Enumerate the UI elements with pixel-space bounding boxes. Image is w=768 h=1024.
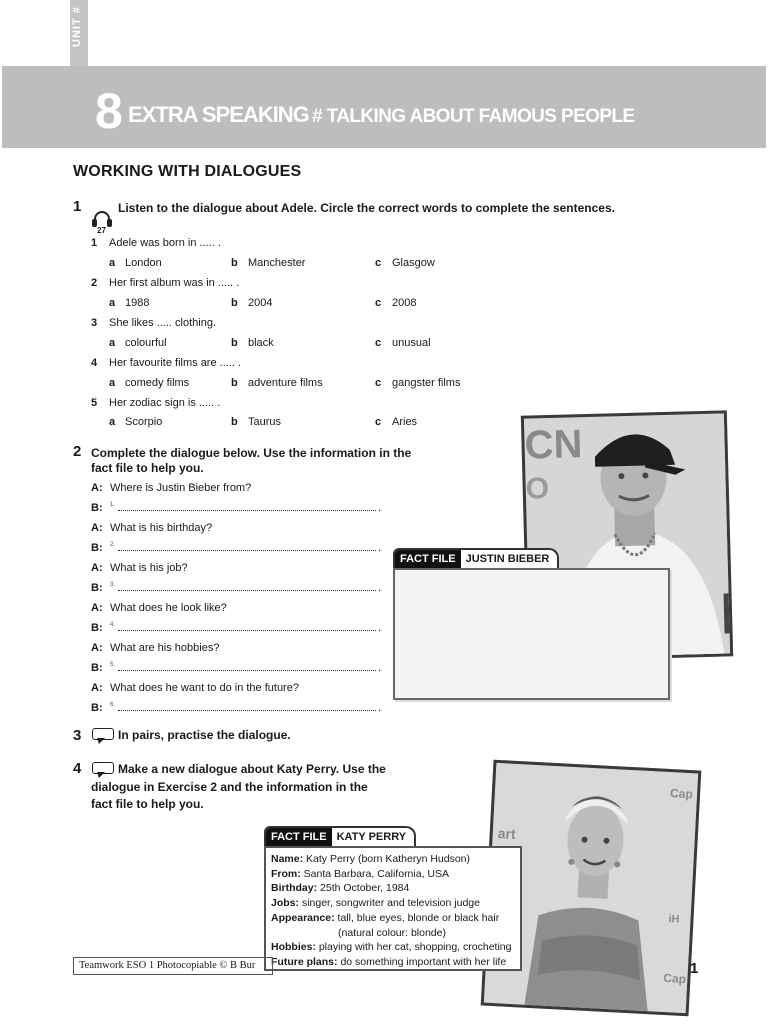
unit-number: 8: [95, 83, 121, 139]
header-band: [2, 66, 766, 148]
unit-tab-label: UNIT #: [71, 6, 83, 47]
dialogue-question: What does he look like?: [110, 602, 227, 614]
option-letter: c: [375, 416, 382, 428]
answer-line: [118, 543, 376, 551]
fact-label: Hobbies:: [271, 941, 316, 954]
option-letter: b: [231, 416, 238, 428]
option-text: adventure films: [248, 377, 323, 389]
exercise-2-instruction-line1: Complete the dialogue below. Use the information in the: [91, 446, 412, 460]
dialogue-question: What is his job?: [110, 562, 188, 574]
exercise-4-instruction-line1: Make a new dialogue about Katy Perry. Use the: [118, 762, 386, 776]
svg-text:Cap: Cap: [669, 786, 694, 802]
option-text: unusual: [392, 337, 431, 349]
answer-line: [118, 583, 376, 591]
question-number: 1: [91, 237, 98, 249]
answer-period: .: [378, 582, 382, 594]
speaker-b-label: B:: [91, 542, 103, 554]
fact-row: [271, 853, 470, 865]
speaker-b-label: B:: [91, 622, 103, 634]
fact-file-justin-box: [393, 568, 670, 700]
option-text: Taurus: [248, 416, 282, 428]
answer-period: .: [378, 702, 382, 714]
fact-label: Future plans:: [271, 955, 338, 968]
option-letter: b: [231, 377, 238, 389]
answer-period: .: [378, 662, 382, 674]
question-text: Her first album was in ..... .: [109, 277, 240, 289]
answer-number: 1.: [110, 502, 116, 508]
fact-label: From:: [271, 867, 301, 880]
option-text: 2004: [248, 297, 273, 309]
answer-line: [118, 703, 376, 711]
option-letter: a: [109, 416, 116, 428]
fact-label: Birthday:: [271, 882, 318, 895]
option-letter: b: [231, 257, 238, 269]
answer-number: 4.: [110, 622, 116, 628]
question-number: 2: [91, 277, 98, 289]
answer-number: 2.: [110, 542, 116, 548]
audio-track-number: 27: [97, 226, 106, 235]
speaker-a-label: A:: [91, 522, 103, 534]
exercise-4-number: 4: [73, 760, 82, 777]
question-text: Her zodiac sign is ..... .: [109, 397, 221, 409]
speech-bubble-icon: [92, 762, 114, 777]
answer-period: .: [378, 542, 382, 554]
speaker-b-label: B:: [91, 582, 103, 594]
answer-line: [118, 623, 376, 631]
option-letter: c: [375, 377, 382, 389]
dialogue-question: Where is Justin Bieber from?: [110, 482, 252, 494]
option-letter: a: [109, 337, 116, 349]
speaker-b-label: B:: [91, 662, 103, 674]
option-text: Aries: [392, 416, 418, 428]
option-letter: c: [375, 297, 382, 309]
option-text: black: [248, 337, 274, 349]
option-text: Scorpio: [125, 416, 163, 428]
fact-row: [271, 897, 480, 909]
page-number: 1: [690, 960, 699, 977]
svg-text:CN: CN: [524, 422, 583, 468]
dialogue-question: What is his birthday?: [110, 522, 213, 534]
option-text: Manchester: [248, 257, 306, 269]
question-number: 4: [91, 357, 98, 369]
fact-file-name: JUSTIN BIEBER: [465, 553, 550, 565]
question-number: 3: [91, 317, 98, 329]
page-subtitle: # TALKING ABOUT FAMOUS PEOPLE: [312, 106, 635, 127]
fact-label: Appearance:: [271, 911, 335, 924]
section-title: WORKING WITH DIALOGUES: [73, 163, 302, 180]
fact-value: 25th October, 1984: [320, 882, 410, 895]
fact-label: Jobs:: [271, 897, 300, 910]
fact-row: [271, 868, 449, 880]
svg-text:art: art: [497, 825, 517, 842]
speaker-a-label: A:: [91, 562, 103, 574]
option-text: colourful: [125, 337, 167, 349]
speaker-b-label: B:: [91, 502, 103, 514]
answer-number: 5.: [110, 662, 116, 668]
exercise-4-instruction-line3: fact file to help you.: [91, 797, 204, 811]
dialogue-question: What are his hobbies?: [110, 642, 220, 654]
svg-text:Cap: Cap: [663, 970, 687, 987]
option-letter: a: [109, 377, 116, 389]
exercise-3-instruction: In pairs, practise the dialogue.: [118, 728, 291, 742]
fact-file-name: KATY PERRY: [336, 831, 407, 843]
speaker-b-label: B:: [91, 702, 103, 714]
fact-file-katy-tab: [264, 826, 416, 846]
fact-value: (natural colour: blonde): [338, 926, 446, 939]
question-number: 5: [91, 397, 98, 409]
fact-value: do something important with her life: [340, 955, 507, 968]
fact-value: Santa Barbara, California, USA: [303, 867, 449, 880]
dialogue-question: What does he want to do in the future?: [110, 682, 299, 694]
exercise-1-instruction: Listen to the dialogue about Adele. Circle the correct words to complete the sentences.: [118, 201, 615, 215]
option-letter: c: [375, 337, 382, 349]
fact-value: tall, blue eyes, blonde or black hair: [337, 911, 500, 924]
answer-period: .: [378, 622, 382, 634]
answer-line: [118, 503, 376, 511]
option-text: 2008: [392, 297, 417, 309]
svg-text:iH: iH: [668, 913, 680, 926]
page-title: EXTRA SPEAKING: [128, 102, 309, 127]
fact-row: [271, 882, 409, 894]
answer-line: [118, 663, 376, 671]
exercise-4-instruction-line2: dialogue in Exercise 2 and the information in the: [91, 780, 368, 794]
fact-row: [271, 912, 499, 924]
speech-bubble-icon: [92, 728, 114, 743]
fact-file-justin-tab: [393, 548, 559, 568]
option-letter: b: [231, 297, 238, 309]
answer-number: 6.: [110, 702, 116, 708]
speaker-a-label: A:: [91, 482, 103, 494]
fact-value: singer, songwriter and television judge: [301, 897, 480, 910]
speaker-a-label: A:: [91, 642, 103, 654]
question-text: She likes ..... clothing.: [109, 317, 216, 329]
fact-value: playing with her cat, shopping, crocheting: [318, 941, 512, 954]
exercise-2-instruction-line2: fact file to help you.: [91, 461, 204, 475]
exercise-2-number: 2: [73, 443, 82, 460]
option-text: London: [125, 257, 162, 269]
fact-label: Name:: [271, 853, 304, 865]
option-text: Glasgow: [392, 257, 435, 269]
speaker-a-label: A:: [91, 682, 103, 694]
fact-file-katy-box: [264, 846, 522, 971]
exercise-1-number: 1: [73, 198, 82, 215]
option-letter: a: [109, 257, 116, 269]
option-text: comedy films: [125, 377, 190, 389]
option-letter: a: [109, 297, 116, 309]
fact-row: [271, 941, 511, 953]
svg-text:O: O: [525, 472, 550, 506]
option-text: 1988: [125, 297, 150, 309]
option-letter: b: [231, 337, 238, 349]
answer-period: .: [378, 502, 382, 514]
fact-file-label: FACT FILE: [395, 550, 461, 568]
question-text: Adele was born in ..... .: [109, 237, 221, 249]
option-letter: c: [375, 257, 382, 269]
speaker-a-label: A:: [91, 602, 103, 614]
answer-number: 3.: [110, 582, 116, 588]
question-text: Her favourite films are ..... .: [109, 357, 242, 369]
footer-copyright: Teamwork ESO 1 Photocopiable © B Bur: [73, 957, 273, 975]
option-text: gangster films: [392, 377, 461, 389]
exercise-3-number: 3: [73, 727, 82, 744]
headphones-icon: [92, 211, 114, 233]
fact-value: Katy Perry (born Katheryn Hudson): [306, 853, 471, 865]
fact-file-label: FACT FILE: [266, 828, 332, 846]
fact-row: [271, 956, 506, 968]
fact-row: [338, 927, 446, 939]
